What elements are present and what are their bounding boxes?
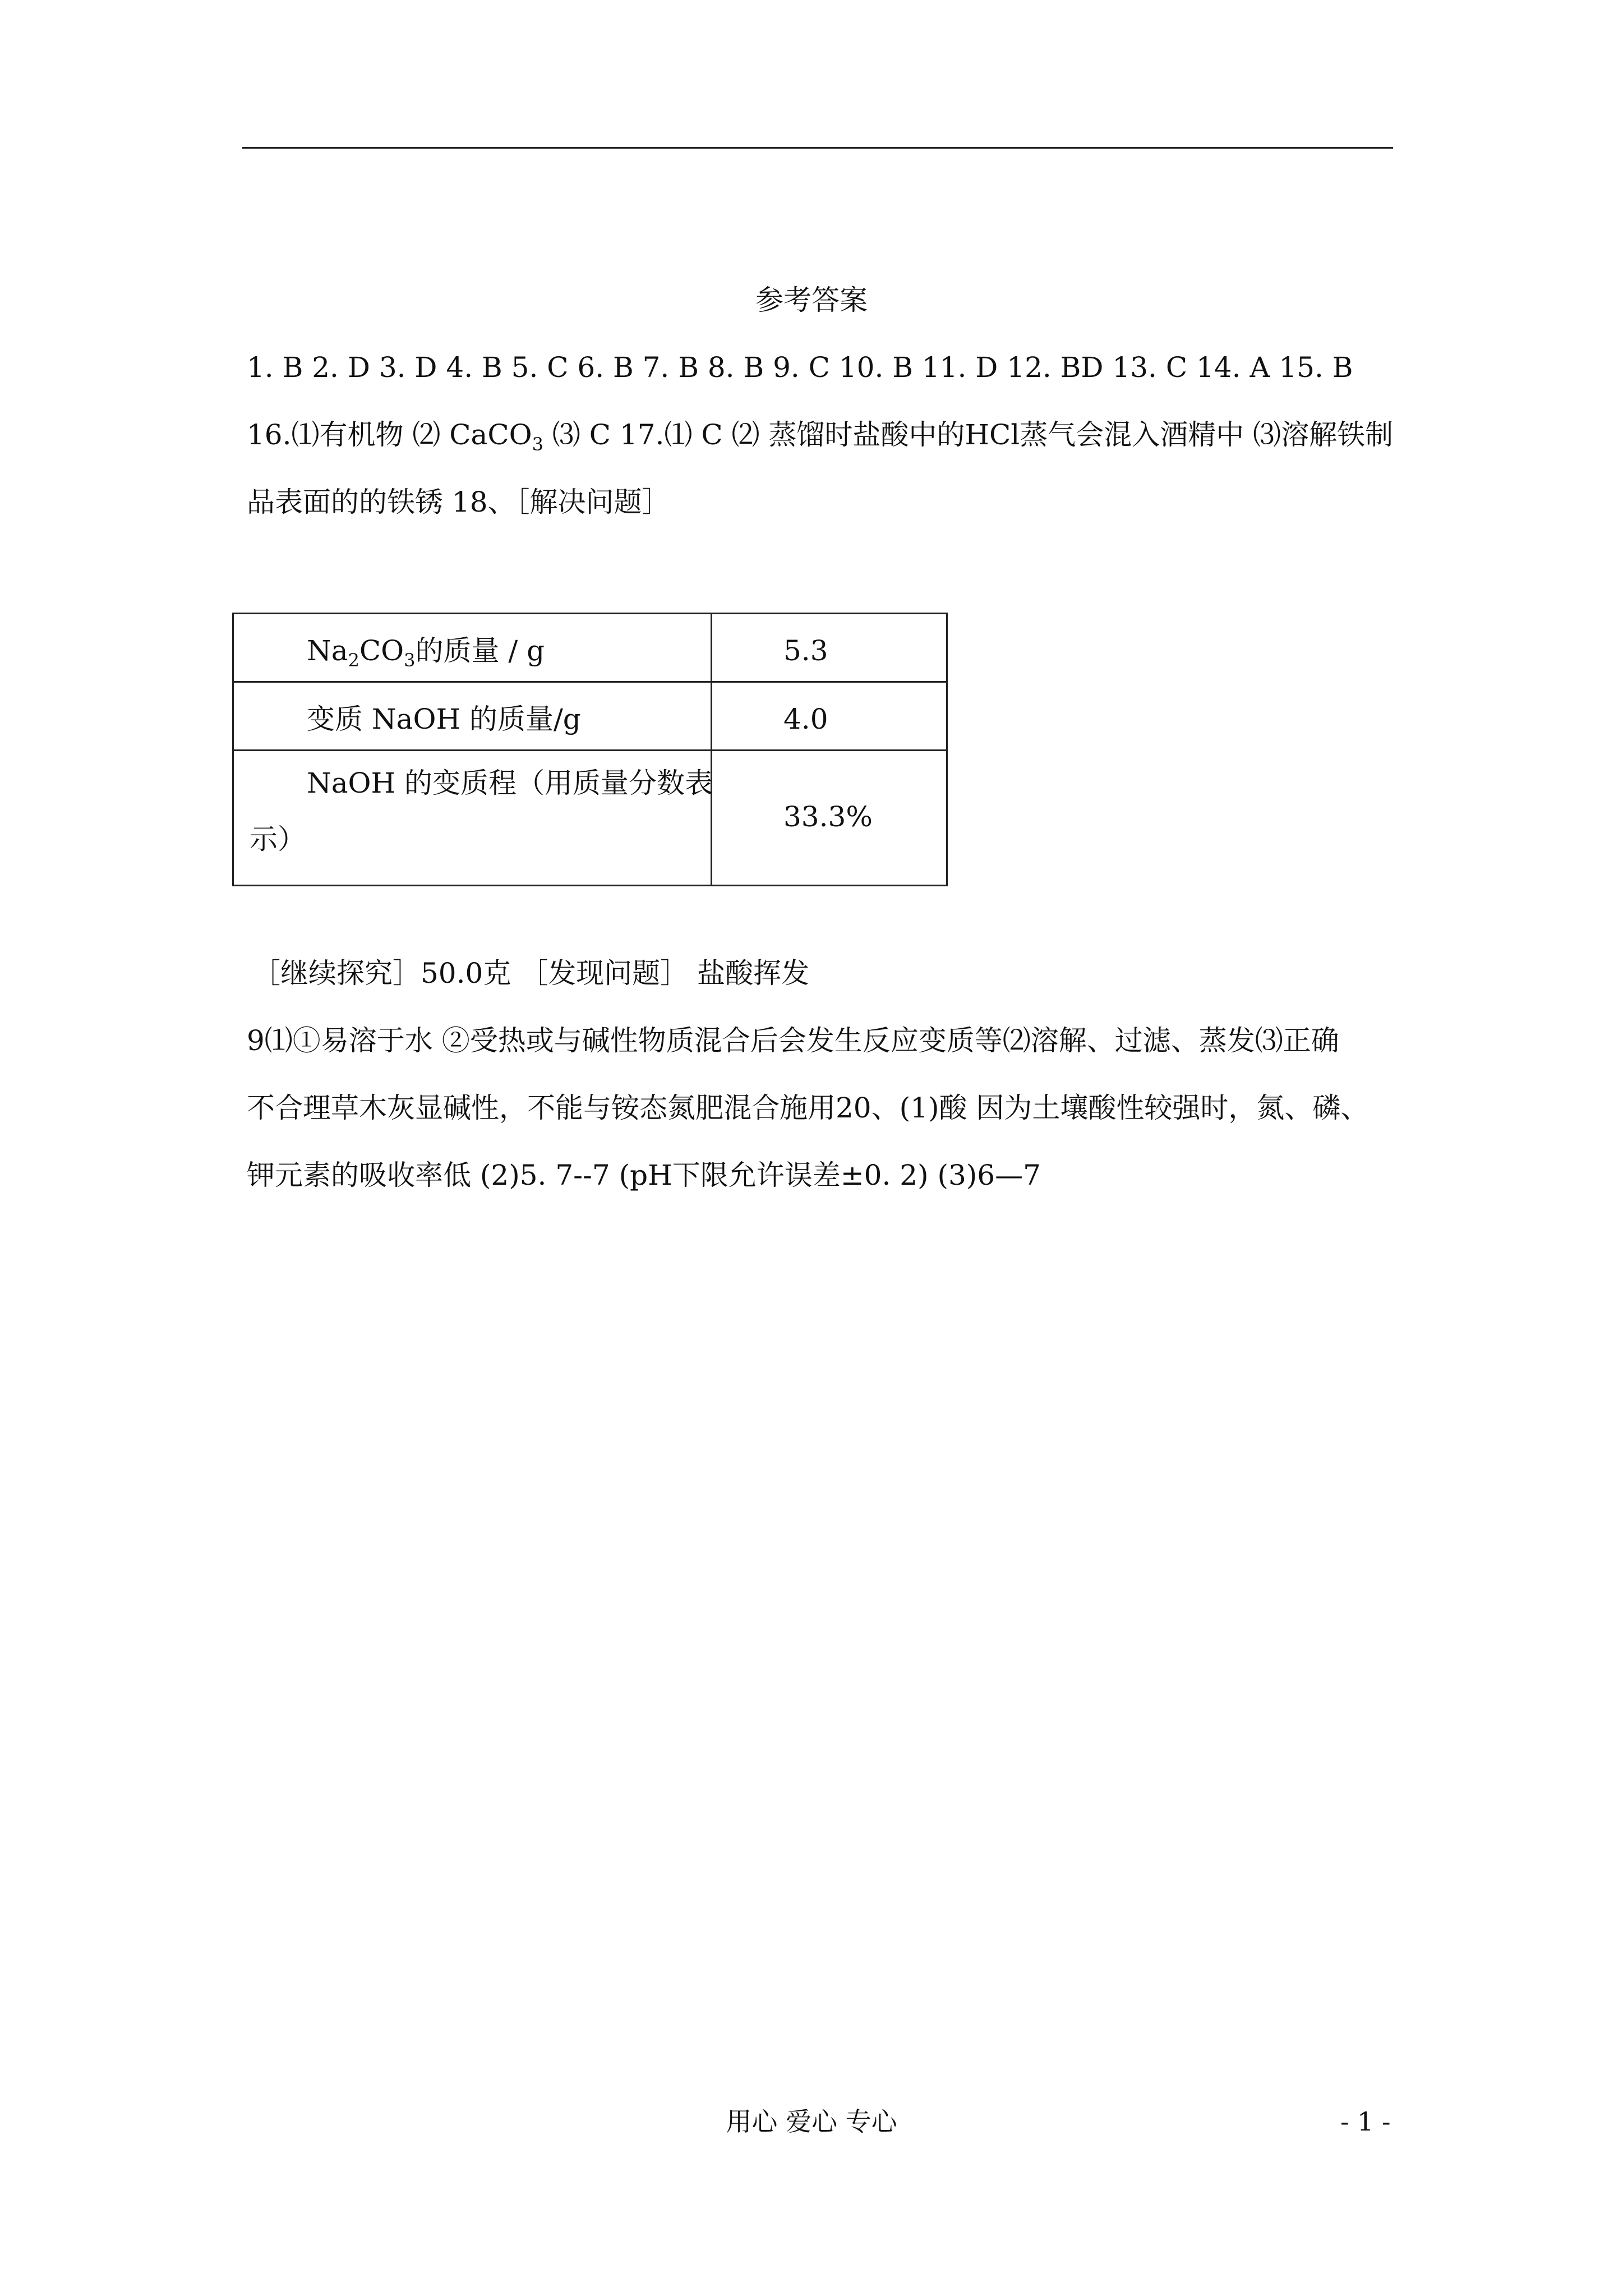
table-row	[234, 751, 946, 885]
table-row-1-label	[307, 631, 545, 680]
answer-line-5: 9⑴①易溶于水 ②受热或与碱性物质混合后会发生反应变质等⑵溶解、过滤、蒸发⑶正确	[247, 1024, 1339, 1057]
table-row-2-value: 4.0	[783, 703, 828, 735]
subscript: 3	[532, 434, 543, 455]
answer-line-2	[247, 415, 1393, 464]
table-row-3-label-line-1: NaOH 的变质程（用质量分数表	[307, 767, 713, 799]
label-text: 的质量 / g	[415, 634, 545, 667]
answer-line-6: 不合理草木灰显碱性，不能与铵态氮肥混合施用20、(1)酸 因为土壤酸性较强时，氮、磷、	[247, 1092, 1369, 1124]
page-title: 参考答案	[755, 284, 868, 316]
answer-table	[232, 613, 948, 886]
table-row	[234, 614, 946, 683]
header-rule	[242, 147, 1393, 149]
subscript: 2	[348, 650, 359, 671]
table-row-1-value: 5.3	[783, 634, 828, 667]
table-row	[234, 683, 946, 751]
answer-line-1: 1. B 2. D 3. D 4. B 5. C 6. B 7. B 8. B 9. C 10. B 11. D 12. BD 13. C 14. A 15. B	[247, 351, 1353, 384]
answer-line-2-part1: 16.⑴有机物 ⑵ CaCO	[247, 418, 532, 451]
footer-slogan: 用心 爱心 专心	[726, 2106, 897, 2137]
table-row-2-label: 变质 NaOH 的质量/g	[307, 703, 581, 735]
table-row-3-value: 33.3%	[783, 800, 873, 833]
page-number: - 1 -	[1340, 2106, 1391, 2137]
answer-line-7: 钾元素的吸收率低 (2)5. 7--7 (pH下限允许误差±0. 2) (3)6—7	[247, 1159, 1041, 1191]
answer-line-3: 品表面的的铁锈 18、［解决问题］	[247, 486, 670, 518]
label-text: Na	[307, 634, 348, 667]
subscript: 3	[404, 650, 416, 671]
label-text: CO	[359, 634, 404, 667]
table-row-3-label-line-2: 示）	[250, 823, 306, 855]
answer-line-4: ［继续探究］50.0克 ［发现问题］ 盐酸挥发	[252, 957, 810, 990]
answer-line-2-part2: ⑶ C 17.⑴ C ⑵ 蒸馏时盐酸中的HCl蒸气会混入酒精中 ⑶溶解铁制	[543, 418, 1394, 451]
